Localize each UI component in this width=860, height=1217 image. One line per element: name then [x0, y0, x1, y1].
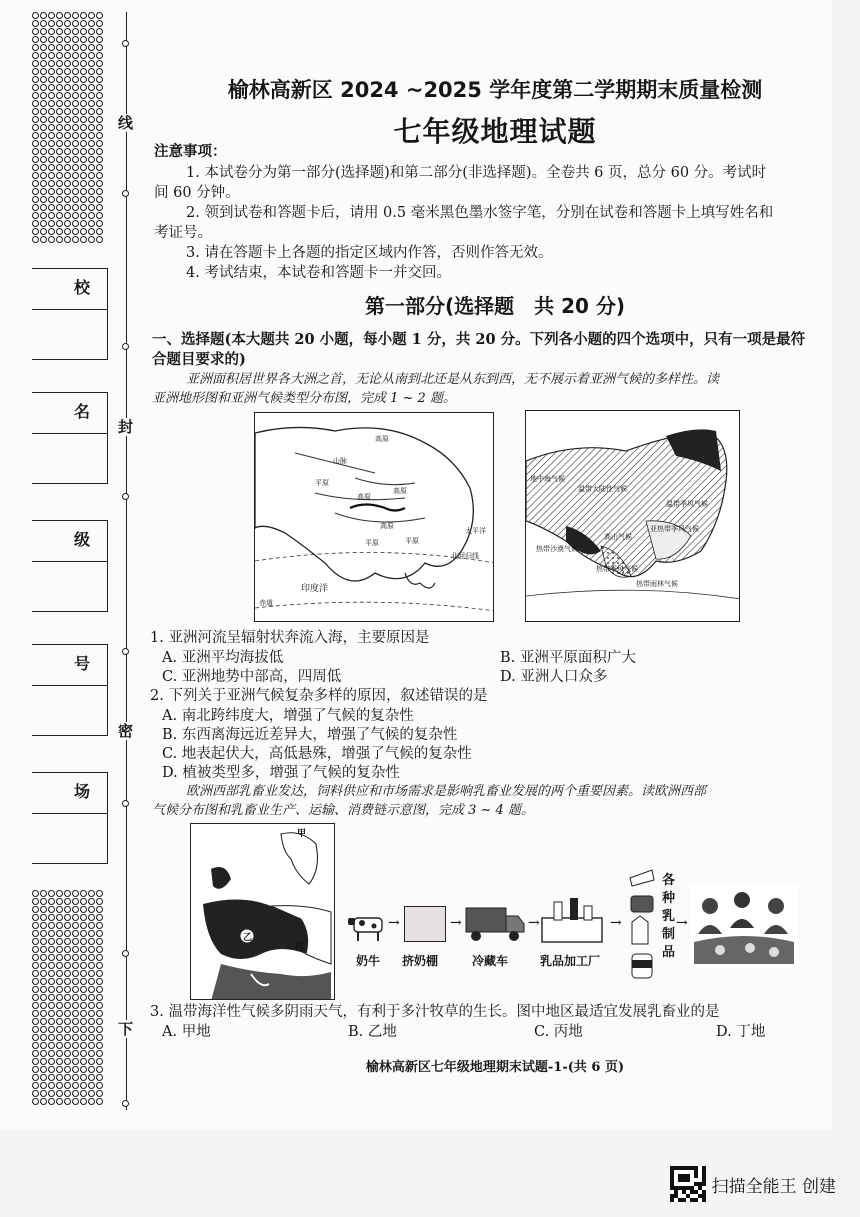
part1-instruction: 合题目要求的) [152, 351, 246, 368]
name-label: 名 [74, 402, 91, 421]
products-label: 各 种 乳 制 品 [662, 873, 676, 960]
notes-heading: 注意事项： [154, 143, 227, 160]
notes-line: 考证号。 [154, 225, 212, 241]
map-label-ocean: 太平洋 [465, 527, 486, 535]
cut-line-hole [122, 190, 129, 197]
cut-line-hole [122, 493, 129, 500]
question-3-option-b[interactable]: B. 乙地 [348, 1024, 397, 1040]
question-1-option-a[interactable]: A. 亚洲平均海拔低 [162, 650, 284, 666]
milking-shed-icon [404, 906, 446, 942]
cut-line-hole [122, 648, 129, 655]
question-2-option-c[interactable]: C. 地表起伏大，高低悬殊，增强了气候的复杂性 [162, 746, 472, 762]
question-3-option-d[interactable]: D. 丁地 [716, 1024, 766, 1040]
notes-line: 3. 请在答题卡上各题的指定区域内作答，否则作答无效。 [186, 245, 553, 261]
scanner-watermark [670, 1166, 836, 1202]
arrow-icon: → [450, 915, 462, 931]
question-1-option-d[interactable]: D. 亚洲人口众多 [500, 669, 608, 685]
question-2-option-d[interactable]: D. 植被类型多，增强了气候的复杂性 [162, 765, 400, 781]
consumers-market-icon [690, 884, 798, 968]
cut-line-char: 下 [118, 1020, 134, 1038]
chain-step-factory: 乳品加工厂 [540, 954, 601, 968]
climate-label: 温带大陆性气候 [578, 485, 627, 493]
cut-line-hole [122, 343, 129, 350]
question-3-option-a[interactable]: A. 甲地 [162, 1024, 211, 1040]
page-footer: 榆林高新区七年级地理期末试题-1-(共 6 页) [365, 1060, 625, 1075]
chain-step-truck: 冷藏车 [472, 954, 509, 968]
map-label-equator: 赤道 [259, 599, 273, 607]
asia-terrain-map [254, 412, 494, 622]
cow-icon [348, 912, 388, 944]
exam-subtitle: 七年级地理试题 [393, 115, 597, 148]
question-3-option-c[interactable]: C. 丙地 [534, 1024, 583, 1040]
student-number-field[interactable] [32, 644, 108, 736]
cut-line-hole [122, 40, 129, 47]
europe-label-bing: 丙 [295, 942, 305, 952]
climate-label: 热带沙漠气候 [536, 545, 578, 553]
passage-asia: 亚洲地形图和亚洲气候类型分布图，完成 1 ~ 2 题。 [152, 391, 456, 406]
arrow-icon: → [610, 915, 622, 931]
map-label-tropic: 北回归线 [451, 552, 479, 560]
part1-title: 第一部分(选择题 共 20 分) [364, 294, 626, 318]
map-label: 高原 [380, 522, 394, 530]
cut-line-char: 封 [118, 418, 134, 436]
notes-line: 1. 本试卷分为第一部分(选择题)和第二部分(非选择题)。全卷共 6 页，总分 60 分。考试时 [186, 165, 767, 181]
europe-label-jia: 甲 [297, 829, 307, 839]
climate-label: 温带季风气候 [666, 500, 708, 508]
question-1-stem: 1. 亚洲河流呈辐射状奔流入海，主要原因是 [150, 630, 430, 646]
asia-climate-map [525, 410, 740, 622]
refrigerated-truck-icon [464, 904, 526, 944]
exam-title: 榆林高新区 2024 ~2025 学年度第二学期期末质量检测 [227, 78, 763, 102]
dairy-factory-icon [540, 898, 604, 944]
chain-step-cow: 奶牛 [356, 954, 381, 968]
passage-asia: 亚洲面积居世界各大洲之首，无论从南到北还是从东到西，无不展示着亚洲气候的多样性。读 [186, 372, 720, 387]
question-1-option-b[interactable]: B. 亚洲平原面积广大 [500, 650, 636, 666]
class-field[interactable] [32, 520, 108, 612]
question-1-option-c[interactable]: C. 亚洲地势中部高，四周低 [162, 669, 342, 685]
map-label: 山脉 [333, 457, 347, 465]
cut-line-hole [122, 800, 129, 807]
arrow-icon: → [676, 915, 688, 931]
passage-europe: 气候分布图和乳畜业生产、运输、消费链示意图，完成 3 ~ 4 题。 [152, 803, 534, 818]
cut-line [126, 12, 127, 1110]
question-2-option-b[interactable]: B. 东西离海远近差异大，增强了气候的复杂性 [162, 727, 458, 743]
part1-instruction: 一、选择题(本大题共 20 小题，每小题 1 分，共 20 分。下列各小题的四个选项中，只有一项是最符 [152, 331, 806, 348]
arrow-icon: → [528, 915, 540, 931]
cut-line-hole [122, 950, 129, 957]
climate-label: 地中海气候 [530, 475, 565, 483]
notes-line: 间 60 分钟。 [154, 185, 240, 201]
map-label: 高原 [357, 493, 371, 501]
school-label: 校 [74, 278, 91, 297]
cut-line-hole [122, 1100, 129, 1107]
climate-label: 高山气候 [604, 533, 632, 541]
dairy-products-icon [626, 866, 658, 982]
name-field[interactable] [32, 392, 108, 484]
class-label: 级 [74, 530, 91, 549]
school-field[interactable] [32, 268, 108, 360]
cut-line-char: 密 [118, 722, 134, 740]
exam-room-field[interactable] [32, 772, 108, 864]
europe-label-yi: 乙 [243, 933, 253, 943]
binding-rings-bottom [32, 890, 104, 1110]
map-label: 平原 [365, 539, 379, 547]
exam-room-label: 场 [74, 782, 91, 801]
map-label: 高原 [393, 487, 407, 495]
qr-code-icon [670, 1166, 706, 1202]
map-label: 高原 [375, 435, 389, 443]
climate-label: 热带季风气候 [596, 565, 638, 573]
binding-rings-top [32, 12, 104, 244]
europe-label-ding: 丁 [271, 963, 281, 973]
question-3-stem: 3. 温带海洋性气候多阴雨天气，有利于多汁牧草的生长。图中地区最适宜发展乳畜业的是 [150, 1004, 720, 1020]
question-2-option-a[interactable]: A. 南北跨纬度大，增强了气候的复杂性 [162, 708, 414, 724]
climate-label: 热带雨林气候 [636, 580, 678, 588]
student-number-label: 号 [74, 654, 91, 673]
question-2-stem: 2. 下列关于亚洲气候复杂多样的原因，叙述错误的是 [150, 688, 488, 704]
notes-line: 4. 考试结束，本试卷和答题卡一并交回。 [186, 265, 451, 281]
map-label: 平原 [315, 479, 329, 487]
map-label-ocean: 印度洋 [301, 584, 329, 594]
notes-line: 2. 领到试卷和答题卡后，请用 0.5 毫米黑色墨水签字笔，分别在试卷和答题卡上填写姓名和 [186, 205, 774, 221]
cut-line-char: 线 [118, 114, 134, 132]
arrow-icon: → [388, 915, 400, 931]
map-label: 平原 [405, 537, 419, 545]
climate-label: 亚热带季风气候 [650, 525, 699, 533]
chain-step-milking-shed: 挤奶棚 [402, 954, 439, 968]
passage-europe: 欧洲西部乳畜业发达，饲料供应和市场需求是影响乳畜业发展的两个重要因素。读欧洲西部 [186, 784, 707, 799]
watermark-text: 扫描全能王 创建 [711, 1176, 836, 1197]
europe-climate-map [190, 823, 335, 1000]
